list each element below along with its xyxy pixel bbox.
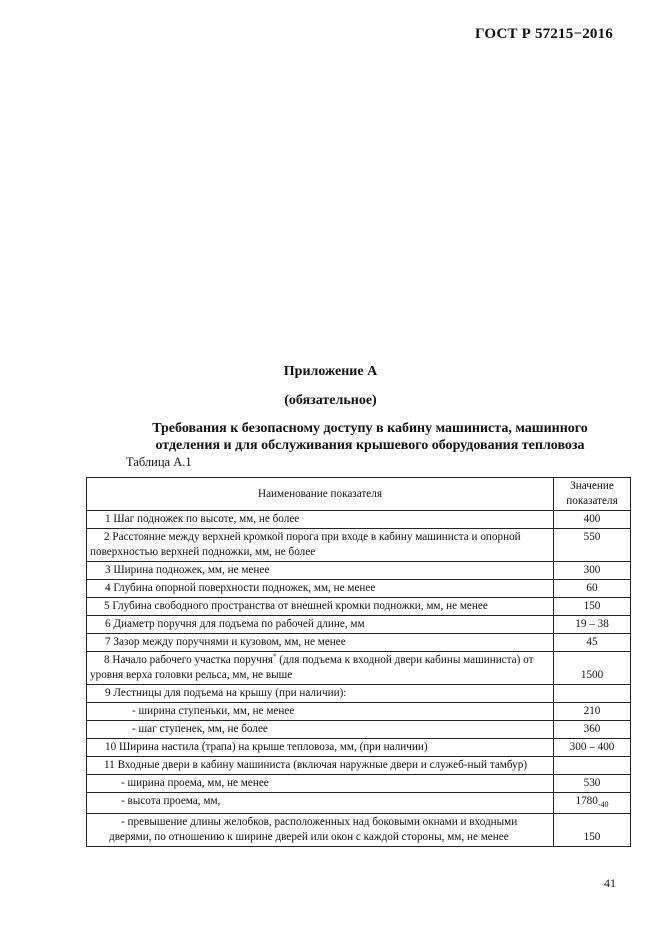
row-name: - высота проема, мм, [87, 793, 554, 814]
table-row [87, 580, 631, 598]
row-name: - шаг ступенек, мм, не более [87, 721, 554, 739]
row-value: 60 [554, 580, 631, 598]
table-row [87, 703, 631, 721]
table-row [87, 814, 631, 847]
table-row [87, 652, 631, 685]
row-value: 1500 [554, 652, 631, 685]
table-row [87, 562, 631, 580]
page-number: 41 [604, 876, 616, 890]
table-header-row [87, 478, 631, 511]
column-header-name: Наименование показателя [87, 478, 554, 511]
row-name-text: - превышение длины желобков, расположенных над боковыми окнами и входными дверями, по отношению к ширине дверей или окон с каждой стороны, мм, не менее [109, 816, 518, 844]
row-value: 550 [554, 529, 631, 562]
row-value: 530 [554, 775, 631, 793]
row-name: - ширина ступеньки, мм, не менее [87, 703, 554, 721]
row-value-main: 1780 [575, 795, 598, 807]
row-value: 400 [554, 511, 631, 529]
row-name [87, 814, 554, 847]
row-value [554, 685, 631, 703]
row-value: 150 [554, 814, 631, 847]
row-name: 7 Зазор между поручнями и кузовом, мм, не менее [87, 634, 554, 652]
table-row [87, 793, 631, 814]
row-value: 210 [554, 703, 631, 721]
table-row [87, 757, 631, 775]
row-value: 150 [554, 598, 631, 616]
row-name: 4 Глубина опорной поверхности подножек, мм, не менее [87, 580, 554, 598]
row-value: 45 [554, 634, 631, 652]
row-value [554, 757, 631, 775]
row-value: 19 – 38 [554, 616, 631, 634]
table-row [87, 685, 631, 703]
table-row [87, 616, 631, 634]
column-header-value: Значение показателя [554, 478, 631, 511]
appendix-status: (обязательное) [284, 393, 377, 408]
standard-code: ГОСТ Р 57215−2016 [475, 26, 613, 42]
table-row [87, 529, 631, 562]
row-value: 360 [554, 721, 631, 739]
row-name: 2 Расстояние между верхней кромкой порога при входе в кабину машиниста и опорной поверхностью верхней подножки, мм, не более [87, 529, 554, 562]
row-name: 5 Глубина свободного пространства от внешней кромки подножки, мм, не менее [87, 598, 554, 616]
table-row [87, 598, 631, 616]
row-value [554, 793, 631, 814]
table-row [87, 511, 631, 529]
row-name: 10 Ширина настила (трапа) на крыше тепловоза, мм, (при наличии) [87, 739, 554, 757]
row-name-part: 8 Начало рабочего участка поручня [104, 654, 273, 666]
table-row [87, 739, 631, 757]
row-value: 300 [554, 562, 631, 580]
appendix-heading-line-2: отделения и для обслуживания крышевого оборудования тепловоза [155, 438, 585, 453]
row-name: 11 Входные двери в кабину машиниста (включая наружные двери и служеб-ный тамбур) [87, 757, 554, 775]
row-name: 3 Ширина подножек, мм, не менее [87, 562, 554, 580]
row-name [87, 652, 554, 685]
row-name: - ширина проема, мм, не менее [87, 775, 554, 793]
row-value-tolerance: -40 [597, 800, 609, 810]
row-name: 1 Шаг подножек по высоте, мм, не более [87, 511, 554, 529]
row-name-part: (для подъема к входной двери кабины машиниста) от уровня верха головки рельса, мм, не выше [90, 654, 534, 681]
table-caption: Таблица А.1 [126, 455, 192, 469]
requirements-table [86, 477, 631, 847]
table-row [87, 775, 631, 793]
appendix-heading [120, 420, 620, 454]
table-row [87, 634, 631, 652]
row-value: 300 – 400 [554, 739, 631, 757]
table-row [87, 721, 631, 739]
row-name: 6 Диаметр поручня для подъема по рабочей длине, мм [87, 616, 554, 634]
footnote-mark: * [272, 652, 277, 661]
appendix-heading-line-1: Требования к безопасному доступу в кабину машиниста, машинного [152, 421, 588, 436]
row-name: 9 Лестницы для подъема на крышу (при наличии): [87, 685, 554, 703]
appendix-title: Приложение А [283, 364, 378, 379]
